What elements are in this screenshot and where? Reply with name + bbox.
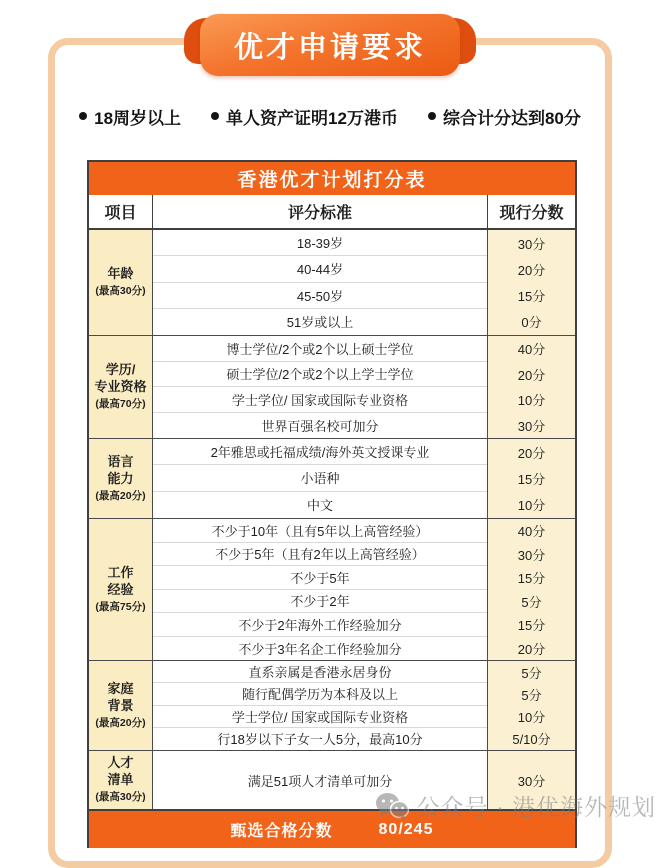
column-header-item: 项目 — [89, 195, 153, 228]
score-cell: 30分 — [487, 751, 575, 809]
criteria-cell: 行18岁以下子女一人5分，最高10分 — [153, 728, 487, 750]
score-cell: 5/10分 — [487, 728, 575, 750]
score-cell: 10分 — [487, 492, 575, 518]
criteria-cell: 直系亲属是香港永居身份 — [153, 661, 487, 683]
criteria-cell: 18-39岁 — [153, 230, 487, 256]
score-cell: 15分 — [487, 613, 575, 637]
score-cell: 10分 — [487, 706, 575, 728]
score-cell: 15分 — [487, 283, 575, 309]
table-row — [153, 283, 575, 309]
table-row — [153, 492, 575, 518]
category-cell — [89, 336, 153, 438]
section-rows — [153, 336, 575, 438]
criteria-cell: 不少于3年名企工作经验加分 — [153, 637, 487, 661]
table-section — [89, 230, 575, 336]
title-banner — [200, 14, 460, 76]
score-cell: 20分 — [487, 637, 575, 661]
score-cell: 20分 — [487, 362, 575, 388]
criteria-cell: 满足51项人才清单可加分 — [153, 751, 487, 809]
category-name: 年龄 — [107, 266, 134, 282]
table-row — [153, 256, 575, 282]
category-name: 清单 — [107, 772, 134, 788]
scoring-table — [87, 160, 577, 848]
category-name: 语言 — [107, 453, 134, 469]
table-row — [153, 387, 575, 413]
criteria-cell: 中文 — [153, 492, 487, 518]
category-max: (最高20分) — [95, 716, 146, 729]
criteria-cell: 51岁或以上 — [153, 309, 487, 335]
banner-title: 优才申请要求 — [200, 14, 460, 76]
bullet-dot-icon — [211, 112, 219, 120]
table-row — [153, 661, 575, 683]
criteria-cell: 博士学位/2个或2个以上硕士学位 — [153, 336, 487, 362]
table-row — [153, 465, 575, 491]
criteria-cell: 45-50岁 — [153, 283, 487, 309]
criteria-cell: 2年雅思或托福成绩/海外英文授课专业 — [153, 439, 487, 465]
score-cell: 0分 — [487, 309, 575, 335]
category-cell — [89, 661, 153, 750]
table-row — [153, 519, 575, 543]
category-name: 工作 — [107, 564, 134, 580]
table-row — [153, 566, 575, 590]
passing-score-label: 甄选合格分数 — [230, 823, 333, 840]
table-row — [153, 590, 575, 614]
passing-score-value: 80/245 — [378, 820, 434, 838]
score-cell: 5分 — [487, 661, 575, 683]
bullet-dot-icon — [79, 112, 87, 120]
watermark-text: 公众号 · 港优海外规划 — [416, 794, 656, 820]
category-cell — [89, 439, 153, 518]
requirement-item — [211, 104, 398, 129]
category-cell — [89, 230, 153, 335]
category-cell — [89, 751, 153, 809]
criteria-cell: 随行配偶学历为本科及以上 — [153, 683, 487, 705]
score-cell: 30分 — [487, 413, 575, 439]
category-max: (最高30分) — [95, 791, 146, 804]
section-rows — [153, 519, 575, 660]
score-cell: 20分 — [487, 439, 575, 465]
table-section — [89, 661, 575, 751]
score-cell: 40分 — [487, 336, 575, 362]
category-name: 经验 — [107, 581, 134, 597]
requirement-label: 综合计分达到80分 — [442, 108, 581, 128]
score-cell: 10分 — [487, 387, 575, 413]
table-row — [153, 336, 575, 362]
table-row — [153, 230, 575, 256]
category-max: (最高75分) — [95, 600, 146, 613]
category-name: 家庭 — [107, 680, 134, 696]
section-rows — [153, 439, 575, 518]
score-cell: 5分 — [487, 590, 575, 614]
score-cell: 20分 — [487, 256, 575, 282]
category-name: 人才 — [107, 755, 134, 771]
table-row — [153, 728, 575, 750]
criteria-cell: 不少于2年海外工作经验加分 — [153, 613, 487, 637]
table-row — [153, 637, 575, 661]
requirement-label: 单人资产证明12万港币 — [226, 108, 398, 128]
table-row — [153, 362, 575, 388]
section-rows — [153, 661, 575, 750]
category-max: (最高20分) — [95, 489, 146, 502]
score-cell: 15分 — [487, 465, 575, 491]
criteria-cell: 不少于2年 — [153, 590, 487, 614]
criteria-cell: 不少于5年（且有2年以上高管经验） — [153, 543, 487, 567]
criteria-cell: 世界百强名校可加分 — [153, 413, 487, 439]
section-rows — [153, 230, 575, 335]
score-cell: 30分 — [487, 230, 575, 256]
requirement-item — [79, 104, 181, 129]
criteria-cell: 硕士学位/2个或2个以上学士学位 — [153, 362, 487, 388]
table-body — [89, 230, 575, 811]
table-row — [153, 613, 575, 637]
requirements-row — [0, 102, 660, 130]
category-cell — [89, 519, 153, 660]
watermark — [375, 789, 656, 822]
category-name: 专业资格 — [94, 379, 147, 395]
category-name: 背景 — [107, 697, 134, 713]
table-section — [89, 439, 575, 519]
table-title: 香港优才计划打分表 — [89, 162, 575, 195]
column-header-criteria: 评分标准 — [287, 205, 352, 222]
category-max: (最高30分) — [95, 285, 146, 298]
wechat-icon — [375, 792, 409, 820]
criteria-cell: 小语种 — [153, 465, 487, 491]
category-name: 学历/ — [105, 362, 136, 378]
score-cell: 40分 — [487, 519, 575, 543]
table-section — [89, 336, 575, 439]
criteria-cell: 不少于5年 — [153, 566, 487, 590]
category-name: 能力 — [107, 470, 134, 486]
table-row — [153, 683, 575, 705]
criteria-cell: 40-44岁 — [153, 256, 487, 282]
score-cell: 15分 — [487, 566, 575, 590]
score-cell: 5分 — [487, 683, 575, 705]
table-row — [153, 413, 575, 439]
table-section — [89, 519, 575, 661]
column-header-score: 现行分数 — [487, 195, 575, 228]
requirement-item — [428, 104, 581, 129]
table-row — [153, 706, 575, 728]
criteria-cell: 不少于10年（且有5年以上高管经验） — [153, 519, 487, 543]
requirement-label: 18周岁以上 — [94, 108, 182, 128]
criteria-cell: 学士学位/ 国家或国际专业资格 — [153, 706, 487, 728]
score-cell: 30分 — [487, 543, 575, 567]
table-row — [153, 309, 575, 335]
table-row — [153, 543, 575, 567]
bullet-dot-icon — [428, 112, 436, 120]
category-max: (最高70分) — [95, 398, 146, 411]
table-header-row — [89, 195, 575, 230]
criteria-cell: 学士学位/ 国家或国际专业资格 — [153, 387, 487, 413]
table-row — [153, 439, 575, 465]
